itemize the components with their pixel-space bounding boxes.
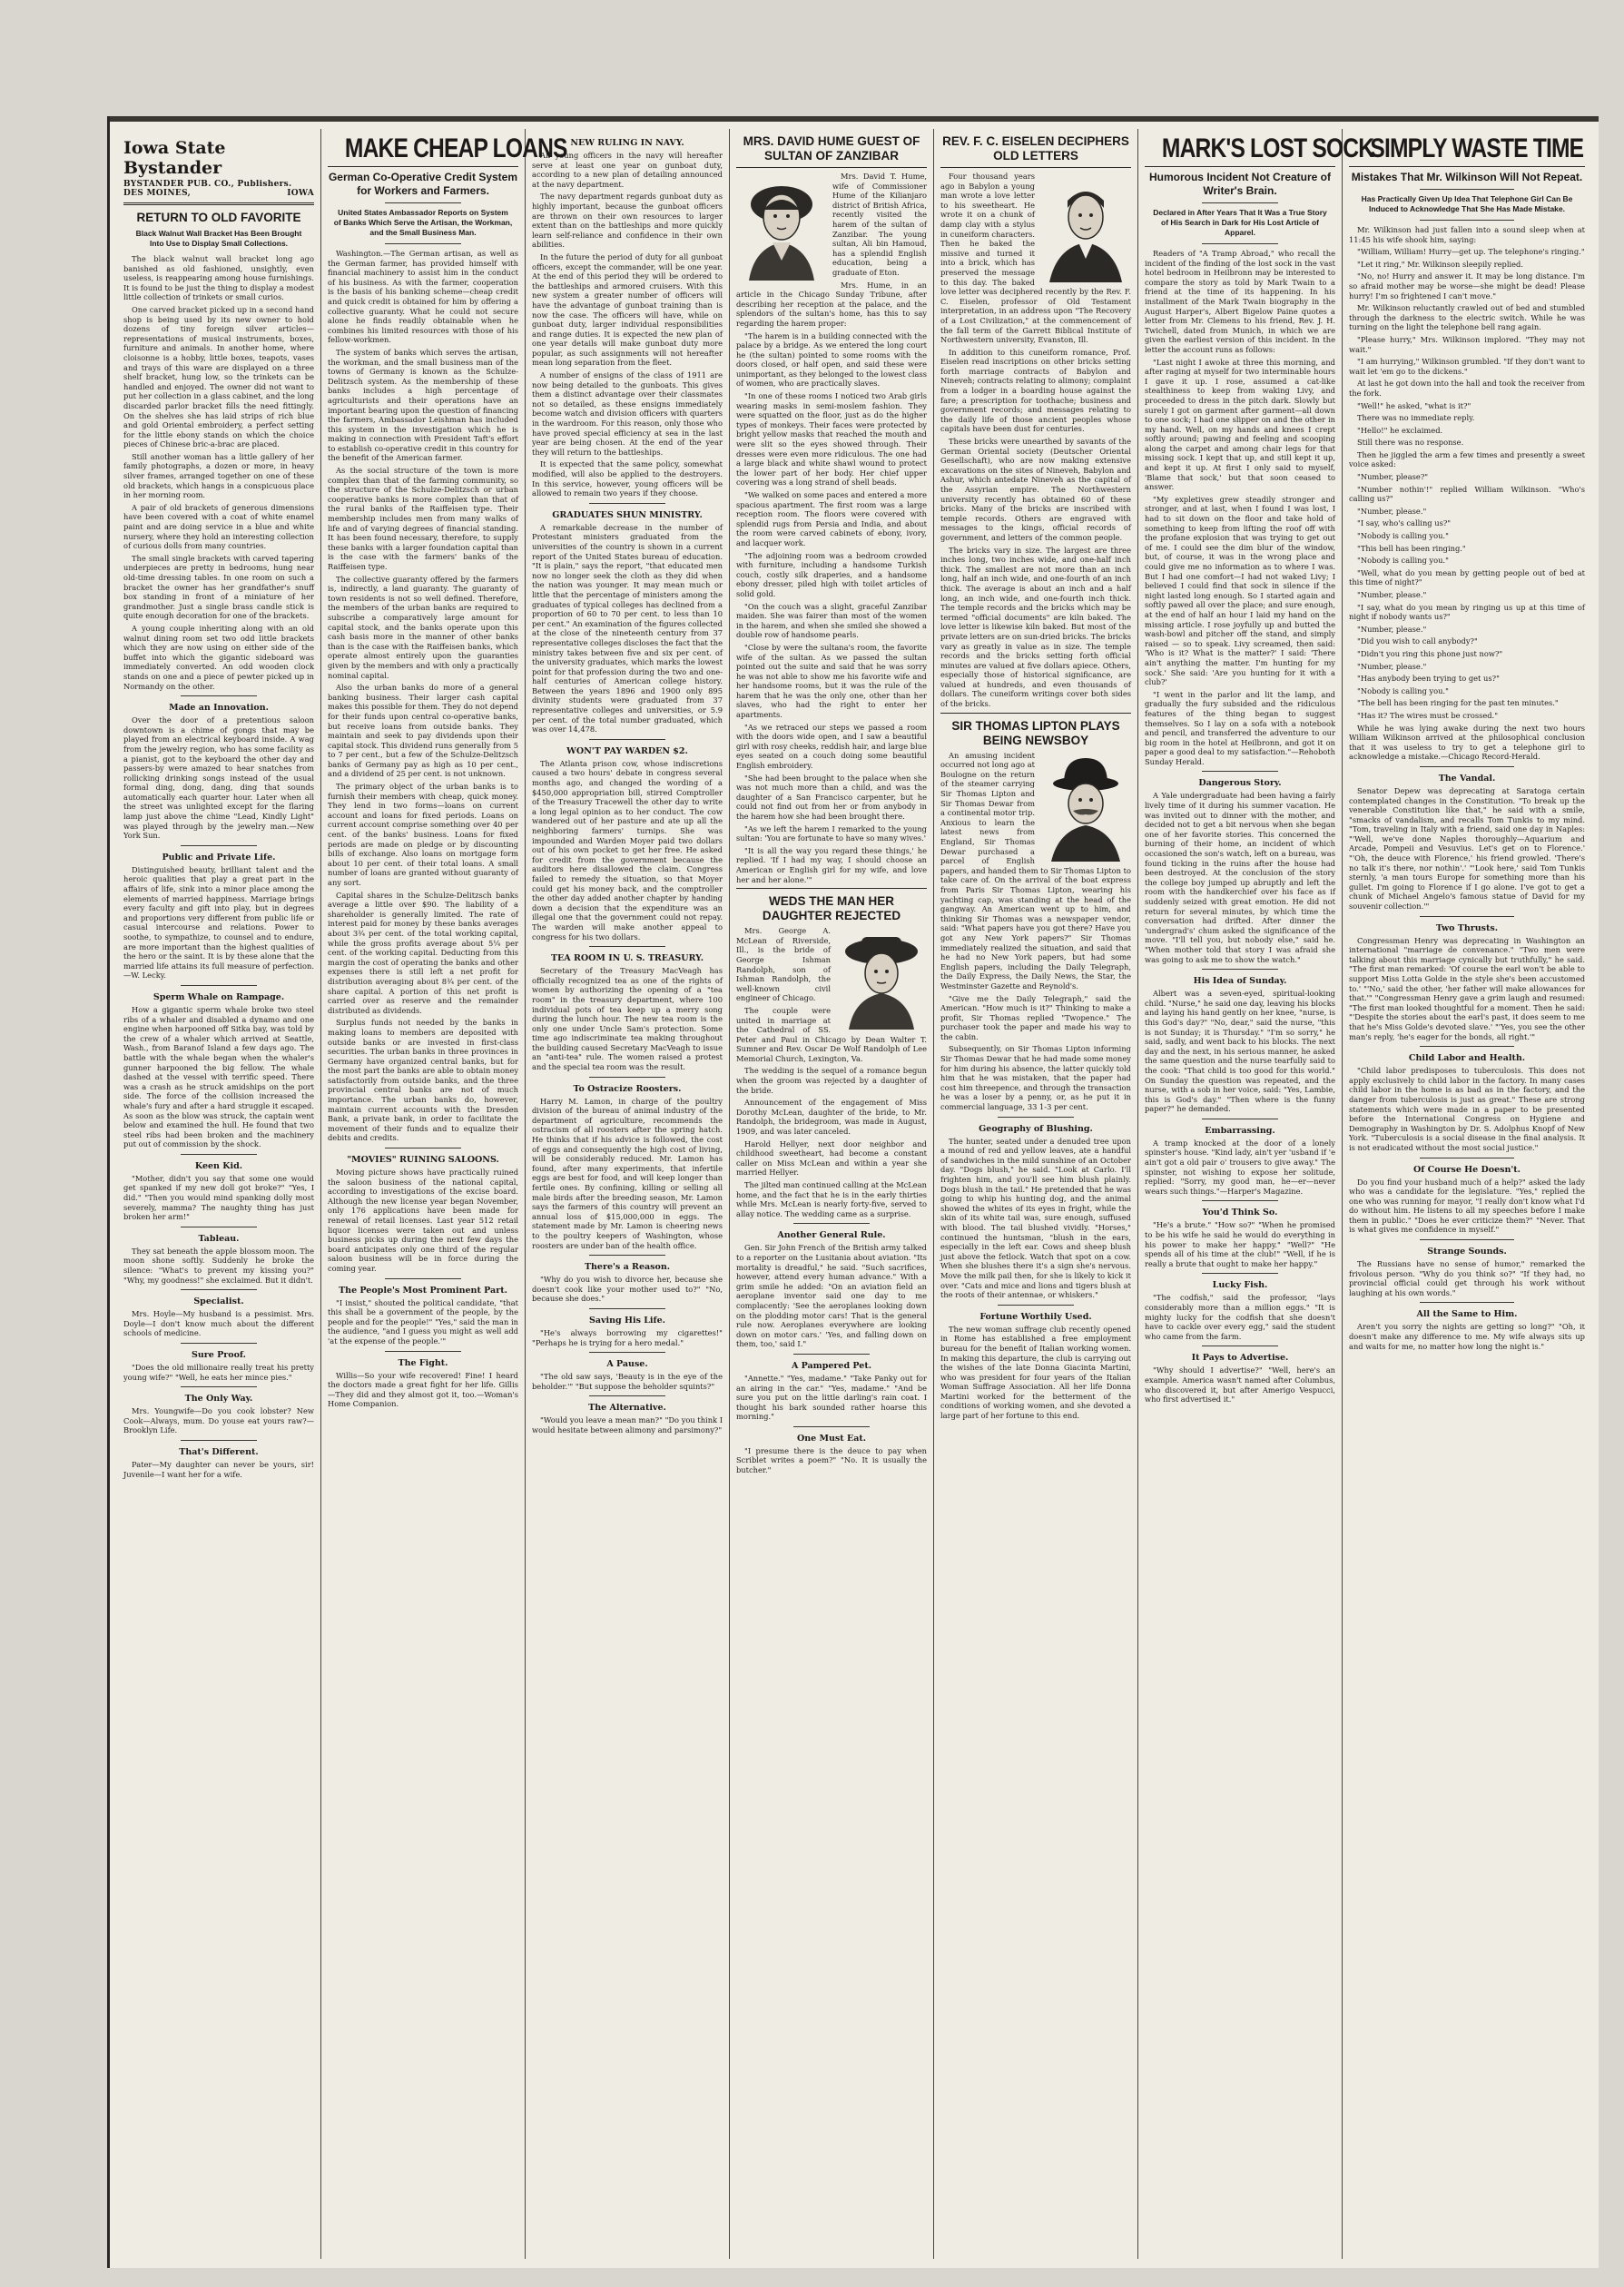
paragraph: It is expected that the same policy, somewhat modified, will also be applied to the destroyers. In this service, however, young officers will be allowed to remain two years if they choose. xyxy=(532,459,723,498)
paragraph: "I say, who's calling us?" xyxy=(1357,518,1452,528)
city-text: DES MOINES, xyxy=(123,189,192,198)
paragraph: Four thousand years ago in Babylon a young man wrote a love letter to his sweetheart. He wrote it on a chunk of damp clay with a stylus in cuneiform characters. Then he baked the missive and turned it into a brick, which has preserved the message to this day. The baked love letter was deciphered recently by the Rev. F. C. Eiselen, professor of Old Testament interpretation, in an address upon "The Recovery of a Lost Civilization," at the commencement of the fall term of the Garrett Biblical Institute of Northwestern university, Evanston, Ill. xyxy=(940,172,1131,345)
short-items xyxy=(940,1117,1131,1421)
divider xyxy=(181,1386,257,1387)
item-headline: You'd Think So. xyxy=(1202,1208,1278,1218)
paragraph: These bricks were unearthed by savants of the German Oriental society (Deutscher Oriental Gesellschaft), who are now making extensive excavations on the sites of Nineveh, Babylon and Ashur, which antedate Nineveh as the capital of the Assyrian empire. The Northwestern university recently has obtained 60 of these bricks. Many of the bricks are inscribed with temple records. Others are engraved with messages to the kings, official records of government, and letters of the common people. xyxy=(940,437,1131,542)
top-border xyxy=(110,116,1599,122)
item-text: They sat beneath the apple blossom moon. The moon shone softly. Suddenly he broke the silence: "What's to prevent my kissing you?" "Why, my goodness!" she exclaimed. But it didn't. xyxy=(123,1246,314,1285)
article-body xyxy=(1145,249,1335,766)
article-body xyxy=(1349,225,1585,762)
paragraph: "It is all the way you regard these things,' he replied. 'If I had my way, I should choose an American or English girl for my wife, and love her and her alone.'" xyxy=(736,845,927,884)
paragraph: "In one of these rooms I noticed two Arab girls wearing masks in semi-moslem fashion. They were squatted on the floor, just as do the higher types of monkeys. Their faces were protected by bright yellow masks that reached the mouth and were slit so the eyes showed through. Their dresses were even more ridiculous. The one had a large black and white shawl wound to protect the lower part of her body. Her chief upper covering was a long strand of shell beads. xyxy=(736,391,927,488)
divider xyxy=(1202,1200,1278,1201)
item-headline: One Must Eat. xyxy=(796,1433,867,1444)
divider xyxy=(1420,766,1514,767)
column-5 xyxy=(934,129,1138,2259)
column-3 xyxy=(526,129,730,2259)
item-headline: Dangerous Story. xyxy=(1198,778,1282,789)
item-headline: To Ostracize Roosters. xyxy=(573,1083,682,1094)
item-headline: TEA ROOM IN U. S. TREASURY. xyxy=(550,953,704,964)
short-items xyxy=(1145,771,1335,1404)
paragraph: "As we left the harem I remarked to the young sultan: 'You are fortunate to have so many wives.' xyxy=(736,823,927,843)
paragraph: "Number, please." xyxy=(1357,661,1427,671)
article-headline-2: SIR THOMAS LIPTON PLAYS BEING NEWSBOY xyxy=(951,718,1120,747)
divider xyxy=(1420,1239,1514,1240)
divider xyxy=(1420,916,1514,917)
column-6 xyxy=(1138,129,1374,2259)
item-headline: There's a Reason. xyxy=(584,1262,671,1273)
divider xyxy=(1420,189,1514,190)
item-headline: Sperm Whale on Rampage. xyxy=(153,991,285,1002)
item-headline: "MOVIES" RUINING SALOONS. xyxy=(347,1155,499,1166)
divider xyxy=(793,1354,870,1355)
paragraph: "Did you wish to call anybody?" xyxy=(1357,636,1478,646)
article-subhead: Humorous Incident Not Creature of Writer's Brain. xyxy=(1148,171,1331,197)
paragraph: "I say, what do you mean by ringing us up at this time of night if nobody wants us?" xyxy=(1349,602,1585,622)
paragraph: Mrs. George A. McLean of Riverside, Ill., is the bride of George Ishman Randolph, son of Ishman Randolph, the well-known civil engineer of Chicago. xyxy=(736,926,831,1003)
paragraph: "This bell has been ringing." xyxy=(1357,543,1466,553)
item-text: Harry M. Lamon, in charge of the poultry division of the bureau of animal industry of the department of agriculture, recommends the ostracism of all roosters after the spring hatch. He thinks that if his advice is followed, the cost of eggs and consequently the high cost of living, will be considerably reduced. Mr. Lamon has found, after many experiments, that infertile eggs are best for food, and will keep longer than fertile ones. By confining, killing or selling all male birds after the breeding season, Mr. Lamon says the farmers of this country will prevent an annual loss of $15,000,000 in eggs. The statement made by Mr. Lamon is cheering news to the poultry keepers of Washington, whose roosters are under ban of the health office. xyxy=(532,1096,723,1250)
woman-hat-portrait-icon xyxy=(836,928,927,1030)
paragraph: Mr. Wilkinson reluctantly crawled out of bed and stumbled through the darkness to the electric switch. While he was turning on the light the telephone bell rang again. xyxy=(1349,303,1585,332)
portrait-lipton xyxy=(1040,753,1131,862)
divider xyxy=(181,985,257,986)
paragraph: "Number nothin'!" replied William Wilkinson. "Who's calling us?" xyxy=(1349,484,1585,504)
article-headline: SIMPLY WASTE TIME xyxy=(1370,133,1584,163)
item-text: Congressman Henry was deprecating in Washington an international "marriage de convenance." "Two men were talking about this marriage cynically but truthfully," he said. "The first man remarked: 'Of course the earl won't be able to support Miss Lotta Golde in the style she's been accustomed to.' "'No,' said the other, 'her father will make allowances for that.'" "Congressman Henry gave a grim laugh and resumed: "The first man looked thoughtful for a moment. Then he said: "'Despite the stories about the earl's past, it does seem to me that he's Miss Golde's devoted slave.' "'Yes, you see the other man's reply, 'he's eager for the bonds, all right.'" xyxy=(1349,935,1585,1041)
item-text: "Mother, didn't you say that some one would get spanked if my new doll got broke?" "Yes, I did." "Then you would mind spanking dolly most severely, mamma? The naughty thing has just broken her arm!" xyxy=(123,1173,314,1222)
item-headline: The Vandal. xyxy=(1438,773,1496,784)
paragraph: There was no immediate reply. xyxy=(1357,413,1475,423)
item-headline: Keen Kid. xyxy=(194,1160,243,1171)
article-headline: MAKE CHEAP LOANS xyxy=(344,133,567,163)
item-text: Secretary of the Treasury MacVeagh has officially recognized tea as one of the rights of women by authorizing the opening of a "tea room" in the treasury department, where 100 individual pots of tea keep up a merry song during the lunch hour. The new tea room is the only one under Uncle Sam's protection. Some time ago indiscriminate tea making throughout the building caused Secretary MacVeagh to issue an "anti-tea" rule. The women raised a protest and the special tea room was the result. xyxy=(532,966,723,1072)
article-headline: RETURN TO OLD FAVORITE xyxy=(136,211,301,224)
paragraph: A pair of old brackets of generous dimensions have been covered with a coat of white enamel paint and are doing service in a blue and white nursery, where they hold an interesting collection of curious dolls from many countries. xyxy=(123,502,314,551)
paragraph: The collective guaranty offered by the farmers is, indirectly, a land guaranty. The guaranty of town residents is not so well defined. Therefore, the members of the urban banks are required to subscribe a comparatively large amount for capital stock, and the banks operate upon this cash basis more in the manner of other banks than is the case with the Raiffeisen banks, which operate almost entirely upon the guaranties given by the members and with only a practically nominal capital. xyxy=(328,574,518,680)
item-text: Distinguished beauty, brilliant talent and the heroic qualities that play a great part in the affairs of life, sink into a minor place among the elements of married happiness. Marriage brings every faculty and gift into play, but in degrees and proportions very different from public life or casual intercourse and relations. Power to soothe, to sympathize, to counsel and to endure, are more important than the highest qualities of the hero or the saint. It is by these alone that the married life attains its full measure of perfection.—W. Lecky. xyxy=(123,864,314,981)
item-headline: Embarrassing. xyxy=(1205,1125,1275,1136)
item-text: "He's always borrowing my cigarettes!" "Perhaps he is trying for a hero medal." xyxy=(532,1327,723,1347)
paragraph: "Nobody is calling you." xyxy=(1357,556,1449,566)
paragraph: At last he got down into the hall and took the receiver from the fork. xyxy=(1349,379,1585,398)
paragraph: In the future the period of duty for all gunboat officers, except the commander, will be one year. At the end of this period they will be ordered to the battleships and armored cruisers. With this new system a greater number of officers will have the advantage of gunboat training than is now the case. The officers will have, while on gunboat duty, larger individual responsibilities and range duties. It is expected the new plan of one year details will make gunboat duty more popular, as such assignments will not hereafter mean long separation from the fleet. xyxy=(532,251,723,368)
item-text: Moving picture shows have practically ruined the saloon business of the national capital, according to investigations of the excise board. Although the new license year began November, only 176 applications have been made for renewal of retail licenses. Last year 512 retail liquor licenses were taken out and unless business picks up during the next few days the board anticipates only one third of the regular saloon business will be in force during the coming year. xyxy=(328,1168,518,1273)
paragraph: "Has it? The wires must be crossed." xyxy=(1357,710,1499,720)
divider xyxy=(793,1426,870,1427)
publisher-text: BYSTANDER PUB. CO., Publishers. xyxy=(123,180,292,189)
item-text: A remarkable decrease in the number of Protestant ministers graduated from the universities of the country is shown in a current report of the United States bureau of education. "It is plain," says the report, "that educated men now no longer seek the cloth as they did when the nation was younger. It may mean much or little that the percentage of ministers among the graduates of typical colleges has declined from a proportion of 60 to 70 per cent. to less than 10 per cent." An examination of the figures collected at the close of the nineteenth century from 37 representative colleges discloses the fact that the ministry takes between five and six per cent. of the university graduates, which marks the lowest point for that profession during the two and one-half centuries of American college history. Between the years 1896 and 1900 only 895 divinity students were graduated from 37 representative colleges and universities, or 5.9 per cent. of the total number graduated, which was over 14,478. xyxy=(532,522,723,734)
paragraph: The system of banks which serves the artisan, the workman, and the small business man of the towns of Germany is known as the Schulze-Delitzsch system. As the membership of these banks includes a high percentage of agriculturists and their operations have an important bearing upon the question of financing the farmers, Ambassador Leishman has included this system in the investigation which he is making in connection with President Taft's effort to establish co-operative credit in this country for the benefit of the American farmer. xyxy=(328,347,518,463)
divider xyxy=(589,1308,665,1309)
item-text: The Russians have no sense of humor," remarked the frivolous person. "Why do you think so?" "If they had, no provincial official could get through his work without laughing at his own words." xyxy=(1349,1259,1585,1297)
article-subhead: German Co-Operative Credit System for Workers and Farmers. xyxy=(328,171,518,197)
article-headline: MARK'S LOST SOCK xyxy=(1161,133,1374,163)
headline-rule xyxy=(1145,166,1335,167)
man-portrait-icon xyxy=(1040,173,1131,282)
paragraph: "The adjoining room was a bedroom crowded with furniture, including a handsome Turkish couch, costly silk draperies, and a handsome ebony dresser, piled high with toilet articles of solid gold. xyxy=(736,550,927,598)
item-headline: Lucky Fish. xyxy=(1212,1280,1268,1291)
article-rule xyxy=(736,888,927,889)
divider xyxy=(1202,243,1278,244)
item-headline: A Pampered Pet. xyxy=(791,1360,872,1371)
paragraph: "Number, please." xyxy=(1357,624,1427,634)
short-items xyxy=(328,1148,518,1409)
item-headline: The Only Way. xyxy=(184,1394,253,1405)
paragraph: Mrs. Hume, in an article in the Chicago Sunday Tribune, after describing her reception at the palace, and the splendors of the sultan's home, has this to say regarding the harem proper: xyxy=(736,280,927,328)
item-headline: Another General Rule. xyxy=(777,1230,886,1241)
short-items xyxy=(1349,766,1585,1351)
item-text: "Why should I advertise?" "Well, here's an example. America wasn't named after Columbus, who discovered it, but after Amerigo Vespucci, who first advertised it." xyxy=(1145,1365,1335,1405)
short-items xyxy=(736,1223,927,1474)
item-headline: Fortune Worthily Used. xyxy=(979,1311,1092,1322)
column-grid xyxy=(117,129,1591,2259)
divider xyxy=(1420,1046,1514,1047)
divider xyxy=(181,1343,257,1344)
divider xyxy=(181,1154,257,1155)
item-headline: Strange Sounds. xyxy=(1427,1247,1507,1257)
paragraph: "My expletives grew steadily stronger and stronger, and at last, when I found I was lost, I had to sit down on the floor and take hold of something to keep from lifting the roof off with the profane explosion that was trying to get out of me. I could see the dim blur of the window, but, of course, it was in the wrong place and could give me no information as to where I was. But I had one comfort—I had not waked Livy; I believed I could find that sock in silence if the night lasted long enough. So I started again and softly pawed all over the place; and sure enough, at the end of half an hour I laid my hand on the missing article. I rose joyfully up and butted the wash-bowl and pitcher off the stand, and simply raised — so to speak. Livy screamed, then said: 'Who is it? What is the matter?' I said: 'There ain't anything the matter. I'm hunting for my sock.' She said: 'Are you hunting for it with a club?' xyxy=(1145,494,1335,687)
paragraph: "I went in the parlor and lit the lamp, and gradually the fury subsided and the ridiculous features of the thing began to suggest themselves. So I lay on a sofa with a notebook and pencil, and transferred the adventure to our big room in the hotel at Heilbronn, and got it on paper a good deal to my satisfaction."—Rehoboth Sunday Herald. xyxy=(1145,689,1335,766)
item-text: The new woman suffrage club recently opened in Rome has established a free employment bureau for the benefit of Italian working women. In making this departure, the club is carrying out the wishes of the late Donna Giacinta Martini, who was president for four years of the Italian Woman Suffrage Association. All her life Donna Martini worked for the betterment of the conditions of working women, and she devoted a large part of her fortune to this end. xyxy=(940,1324,1131,1421)
divider xyxy=(181,1440,257,1441)
item-text: Over the door of a pretentious saloon downtown is a chime of gongs that may be played from an electrical keyboard inside. A wag from the jewelry region, who has some facility as a pianist, got to the keyboard the other day and passers-by were amazed to hear snatches from rollicking drinking songs instead of the usual formal ding, dong, dang, ding that sounds automatically each quarter hour. Later when all the street was unlighted except for the flaring lamp just above the chime "Lead, Kindly Light" was played through by the jewelry man.—New York Sun. xyxy=(123,715,314,841)
portrait-mrs-mclean xyxy=(836,928,927,1030)
paragraph: "Number, please." xyxy=(1357,590,1427,599)
paragraph: "Well, what do you mean by getting people out of bed at this time of night?" xyxy=(1349,567,1585,587)
divider xyxy=(1420,220,1514,221)
paragraph: As the social structure of the town is more complex than that of the farming community, so the structure of the Schulze-Delitzsch or urban cooperative banks is more complex than that of the rural banks of the Raiffeisen type. Their membership includes men from many walks of life and of varying degrees of financial standing. It has been found necessary, therefore, to supply these banks with a larger foundation capital than is the case with the farmers' banks of the Raiffeisen type. xyxy=(328,466,518,571)
paragraph: "Please hurry," Mrs. Wilkinson implored. "They may not wait." xyxy=(1349,334,1585,354)
paragraph: "Close by were the sultana's room, the favorite wife of the sultan. As we passed the sultan pointed out the suite and said that he was sorry he was not able to show me his favorite wife and her handsome rooms, but it was the rule of the harem that he was the only one, other than her slaves, who had the right to enter her apartments. xyxy=(736,642,927,720)
masthead-title: Iowa State Bystander xyxy=(123,138,226,178)
masthead-rule xyxy=(123,202,314,205)
divider xyxy=(385,1278,461,1279)
item-text: "Would you leave a mean man?" "Do you think I would hesitate between alimony and parsimony?" xyxy=(532,1415,723,1434)
paragraph: While he was lying awake during the next two hours William Wilkinson arrived at the philosophical conclusion that it was useless to try to get a telephone girl to acknowledge a mistake.—Chicago Record-Herald. xyxy=(1349,723,1585,762)
item-text: Mrs. Hoyle—My husband is a pessimist. Mrs. Doyle—I don't know much about the different schools of medicine. xyxy=(123,1309,314,1338)
paragraph: A young couple inheriting along with an old walnut dining room set two odd little brackets which they are now using on either side of the buffet into which the gigantic sideboard was immediately converted. An odd wooden clock stands on one and a piece of pewter picked up in Normandy on the other. xyxy=(123,623,314,691)
portrait-mrs-hume xyxy=(736,173,827,281)
divider xyxy=(589,1352,665,1353)
paragraph: "The harem is in a building connected with the palace by a bridge. As we entered the long court he (the sultan) pointed to some rooms with the doors closed, or half open, and said these were unimportant, as they belonged to the lowest class of women, who are practically slaves. xyxy=(736,330,927,389)
paragraph: Also the urban banks do more of a general banking business. Their larger cash capital makes this possible for them. They do not depend for their funds upon central co-operative banks, but receive loans from outside banks. They maintain and seek to pay dividends upon their capital stock. This dividend runs generally from 5 to 7 per cent., but a few of the Schulze-Delitzsch banks of Germany pay as high as 10 per cent., and a dividend of 25 per cent. is not unknown. xyxy=(328,683,518,779)
item-headline: All the Same to Him. xyxy=(1416,1309,1518,1320)
column-2 xyxy=(321,129,567,2259)
divider xyxy=(1202,202,1278,203)
paragraph: "Didn't you ring this phone just now?" xyxy=(1357,648,1503,658)
item-headline: Two Thrusts. xyxy=(1435,922,1499,933)
column-7 xyxy=(1343,129,1591,2259)
headline-rule xyxy=(1349,166,1585,167)
paragraph: Harold Hellyer, next door neighbor and childhood sweetheart, had become a constant caller on Miss McLean and within a year she married Hellyer. xyxy=(736,1139,927,1178)
divider xyxy=(589,1395,665,1396)
headline-rule xyxy=(736,167,927,168)
divider xyxy=(181,1289,257,1290)
paragraph: The jilted man continued calling at the McLean home, and the fact that he is in the early thirties while Mrs. McLean is nearly forty-five, served to allay notice. The wedding came as a surprise. xyxy=(736,1180,927,1218)
article-body xyxy=(123,254,314,691)
headline-rule xyxy=(328,166,518,167)
paragraph: Announcement of the engagement of Miss Dorothy McLean, daughter of the bride, to Mr. Randolph, the bridegroom, was made in August, 1909, and was later canceled. xyxy=(736,1098,927,1137)
paragraph: The bricks vary in size. The largest are three inches long, two inches wide, and one-half inch thick. The smallest are not more than an inch long, half an inch wide, and one-fourth of an inch thick. The average is about an inch and a half long, an inch wide, and one-fourth inch thick. The temple records and the bricks which may be termed "official documents" are kiln baked. The love letter is likewise kiln baked. But most of the private letters are on sun-dried bricks. The bricks vary as greatly in value as in size. The temple records and the bricks setting forth official minutes are valued at five dollars apiece. Others, especially those of historical significance, are valued at hundreds, and even thousands of dollars. The cuneiform writings cover both sides of the bricks. xyxy=(940,545,1131,709)
paragraph: "Hello!" he exclaimed. xyxy=(1357,425,1443,435)
paragraph: Readers of "A Tramp Abroad," who recall the incident of the finding of the lost sock in the vast hotel bedroom in Heilbronn may be interested to compare the story as told by Mark Twain to a friend at the time of its happening. In his installment of the Mark Twain biography in the August Harper's, Albert Bigelow Paine quotes a letter from Mr. Clemens to his friend, Rev. J. H. Twichell, dated from Munich, in which we are given the earliest version of this incident. In the letter the account runs as follows: xyxy=(1145,249,1335,354)
divider xyxy=(181,845,257,846)
divider xyxy=(998,1305,1074,1306)
item-text: "Child labor predisposes to tuberculosis. This does not apply exclusively to child labor in the factory. In many cases child labor in the home is as bad as in the factory, and the danger from tuberculosis is just as great." These are strong statements which were made in a paper to be presented before the International Congress on Hygiene and Demography in Washington by Dr. S. Adolphus Knopf of New York. "Tuberculosis is a social disease in the final analysis. It is not eradicated without the most social justice." xyxy=(1349,1066,1585,1152)
item-headline: A Pause. xyxy=(606,1359,648,1370)
article-headline: NEW RULING IN NAVY. xyxy=(570,138,684,148)
paragraph: Capital shares in the Schulze-Delitzsch banks average a little over $90. The liability of a shareholder is generally limited. The rate of interest paid for money by these banks averages about 3¾ per cent. of the total working capital, while the gross profits average about 5¼ per cent. of the working capital. Deducting from this margin the cost of operating the banks and other expenses there is still left a net profit for distribution averaging about 8¾ per cent. of the share capital. A portion of this net profit is carried over as reserve and the remainder distributed as dividends. xyxy=(328,890,518,1015)
divider xyxy=(1202,1273,1278,1274)
paragraph: "Has anybody been trying to get us?" xyxy=(1357,674,1500,684)
item-text: A Yale undergraduate had been having a fairly lively time of it during his summer vacation. He was invited out to dinner with the mother, and decided not to get a bit nervous when she began one of her favorite stories. This concerned the burning of their home, an incident of which occasioned the son's watch, left on a bureau, was found ticking in the ruins after the house had been destroyed. At the conclusion of the story the college boy jumped up abruptly and left the room with the handkerchief over his face as if suddenly seized with great emotion. He did not return for several minutes, by which time the conversation had drifted. After dinner the 'undergrad's' chum asked the significance of the move. "I'll tell you, but nobody else," said he. "When mother told that story I was afraid she was going to ask me to show the watch." xyxy=(1145,791,1335,964)
short-items xyxy=(532,503,723,1435)
item-text: "Annette." "Yes, madame." "Take Panky out for an airing in the car." "Yes, madame." "And be sure you put on the little darling's rain coat. I thought his bark sounded rather hoarse this morning." xyxy=(736,1373,927,1422)
divider xyxy=(589,739,665,740)
masthead-location xyxy=(123,189,314,198)
item-headline: GRADUATES SHUN MINISTRY. xyxy=(552,509,703,520)
item-text: Senator Depew was deprecating at Saratoga certain contemplated changes in the Constitution. "To break up the venerable Constitution like that," he said with a smile, "smacks of vandalism, and recalls Tom Tunkis to my mind. "Tom, traveling in Italy with a friend, said one day in Naples: "'Well, we've done Naples thoroughly—Aquarium and Arcade, Pompeii and Vesuvius. Let's get on to Florence.' "'Oh, the deuce with Florence,' his friend growled. 'There's no talk it's there, nor nothin'.' "'Look here,' said Tom Tunkis sternly, 'a man tours Europe for something more than his gullet. I'm going to Florence if I go alone. I've got to get a chunk of Michael Angelo's famous statue of David for my souvenir collection.'" xyxy=(1349,785,1585,912)
item-headline: Made an Innovation. xyxy=(169,703,269,714)
divider xyxy=(1202,771,1278,772)
paragraph: Washington.—The German artisan, as well as the German farmer, has provided himself with financial machinery to assist him in the conduct of his business. As with the farmer, cooperation is the basis of his banking scheme—cheap credit and quick credit is obtained for him by offering a collective guaranty. What he could not secure alone he finds readily obtainable when he combines his limited resources with those of his fellow-workmen. xyxy=(328,249,518,345)
item-text: "I presume there is the deuce to pay when Scriblet writes a poem?" "No. It is usually the butcher." xyxy=(736,1445,927,1475)
item-headline: Geography of Blushing. xyxy=(979,1123,1093,1134)
item-text: "Why do you wish to divorce her, because she doesn't cook like your mother used to?" "No, because she does." xyxy=(532,1275,723,1304)
divider xyxy=(385,1351,461,1352)
paragraph: The wedding is the sequel of a romance begun when the groom was rejected by a daughter of the bride. xyxy=(736,1066,927,1095)
divider xyxy=(589,1255,665,1256)
item-text: Willis—So your wife recovered! Fine! I heard the doctors made a great fight for her life. Gillis—They did and they almost got it, too.—Woman's Home Companion. xyxy=(328,1370,518,1409)
item-text: Aren't you sorry the nights are getting so long?" "Oh, it doesn't make any difference to me. My wife always sits up and waits for me, no matter how long the night is." xyxy=(1349,1322,1585,1351)
item-headline: Sure Proof. xyxy=(191,1350,246,1360)
paragraph: The couple were united in marriage at the Cathedral of SS. Peter and Paul in Chicago by Dean Walter T. Sumner and Rev. Oscar De Wolf Randolph of Lee Memorial Church, Lexington, Va. xyxy=(736,1005,927,1063)
item-headline: The Alternative. xyxy=(588,1403,666,1414)
item-text: Do you find your husband much of a help?" asked the lady who was a candidate for the legislature. "Yes," replied the one who was running for mayor, "I really don't know what I'd do without him. He listens to all my speeches before I make them in public." "Does he ever criticize them?" "Never. That is what gives me confidence in myself." xyxy=(1349,1177,1585,1235)
article-rule xyxy=(940,713,1131,714)
item-headline: The Fight. xyxy=(398,1357,448,1368)
paragraph: One carved bracket picked up in a second hand shop is being used by its new owner to hold dozens of tiny foreign silver articles—representations of musical instruments, boxes, furniture and animals. In another home, where cloisonne is a hobby, little boxes, teapots, vases and trays of this ware are displayed on a three shelf bracket, hung low, so the trinkets can be handled and enjoyed. The owner did not want to put her collection in a glass cabinet, and the long discarded parlor bracket fills the need fittingly. On the shelves she has laid strips of rich blue and gold Oriental embroidery, a perfect setting for the little ebony stands on which the choice pieces of Chinese bric-a-brac are placed. xyxy=(123,304,314,449)
paragraph: A number of ensigns of the class of 1911 are now being detailed to the gunboats. This gives them a distinct advantage over their classmates not so detailed, as these ensigns immediately become watch and division officers with quarters in the wardroom. For this reason, only those who have proved special efficiency at sea in the last year are being chosen. At the end of the year they will return to the battleships. xyxy=(532,370,723,457)
paragraph: "We walked on some paces and entered a more spacious apartment. The first room was a large reception room. The floors were covered with splendid rugs from Persia and India, and about the room were carved cabinets of ebony, ivory, and lacquer work. xyxy=(736,490,927,547)
column-1 xyxy=(117,129,321,2259)
divider xyxy=(1420,1302,1514,1303)
masthead-publisher xyxy=(123,180,314,189)
paragraph: Mrs. David T. Hume, wife of Commissioner Hume of the Kilianjaro district of British Africa, recently visited the harem of the sultan of Zanzibar. The young sultan, Ali bin Hamoud, has a splendid English education, being a graduate of Eton. xyxy=(832,172,927,277)
item-text: Gen. Sir John French of the British army talked to a reporter on the Lusitania about aviation. "Its mortality is dreadful," he said. "Such sacrifices, however, attend every human advance." With a grim smile he added: "On an aviation field an aeroplane inventor said one day to me complacently: 'See the aeroplanes looking down on the plodding motor cars! That is the general rule now. Aeroplanes everywhere are looking down on motor cars.' 'Yes, and falling down on them, too,' said I." xyxy=(736,1243,927,1349)
paragraph: "Nobody is calling you." xyxy=(1357,531,1449,541)
article-subhead: Mistakes That Mr. Wilkinson Will Not Repeat. xyxy=(1351,171,1583,183)
woman-portrait-icon xyxy=(736,173,827,281)
paragraph: "Give me the Daily Telegraph," said the American. "How much is it?" Thinking to make a profit, Sir Thomas replied "Twopence." The purchaser took the paper and made his way to the cabin. xyxy=(940,993,1131,1041)
divider xyxy=(589,946,665,947)
article-body xyxy=(328,249,518,1143)
divider xyxy=(589,1077,665,1078)
paragraph: "Number, please?" xyxy=(1357,472,1429,482)
item-text: How a gigantic sperm whale broke two steel ribs of a whaler and disabled a dynamo and one engine when harpooned off Sitka bay, was told by the crew of a whaler which arrived at Seattle, Wash., from Baranof Island a few days ago. The battle with the whale began when the whaler's gunner harpooned the big fellow. The whale dashed at the vessel with terrific speed. There was a crash as he struck amidships on the port side. The force of the collision increased the whale's fury and after a hard struggle it escaped. As soon as the blow was struck, the captain went below and examined the hull. He found that two steel ribs had been broken and the machinery put out of commission by the shock. xyxy=(123,1004,314,1149)
headline-rule xyxy=(940,167,1131,168)
article-deck: Has Practically Given Up Idea That Telephone Girl Can Be Induced to Acknowledge That She Has Made Mistake. xyxy=(1361,194,1573,213)
divider xyxy=(1202,969,1278,970)
paragraph: An amusing incident occurred not long ago at Boulogne on the return of the steamer carrying Sir Thomas Lipton and Sir Thomas Dewar from a continental motor trip. Anxious to learn the latest news from England, Sir Thomas Dewar purchased a parcel of English papers, and handed them to Sir Thomas Lipton to take care of. On the arrival of the boat express from Paris Sir Thomas Lipton, wearing his yachting cap, was standing at the head of the gangway. An American went up to him, and thinking Sir Thomas was a newspaper vendor, said: "What papers have you got there? Have you got any New York papers?" Sir Thomas immediately realized the situation, and said that he had no New York papers, but had some English papers, including the Daily Telegraph, the Daily Express, the Daily News, the Star, the Westminster Gazette and Reynold's. xyxy=(940,750,1131,991)
paragraph: "As we retraced our steps we passed a room with the doors wide open, and I saw a beautiful girl with rosy cheeks, reddish hair, and large blue eyes seated on a couch doing some beautiful English embroidery. xyxy=(736,722,927,771)
article-headline: MRS. DAVID HUME GUEST OF SULTAN OF ZANZIBAR xyxy=(743,134,920,163)
item-headline: Specialist. xyxy=(193,1296,244,1307)
paragraph: "Well!" he asked, "what is it?" xyxy=(1357,400,1471,410)
divider xyxy=(589,503,665,504)
item-headline: The People's Most Prominent Part. xyxy=(339,1285,507,1296)
short-items xyxy=(123,695,314,1479)
item-text: A tramp knocked at the door of a lonely spinster's house. "Kind lady, ain't yer 'usband if 'e ain't got a old pair o' trousers to give away." The spinster, not wishing to expose her solitude, replied: "Sorry, my good man, he—er—never wears such things."—Harper's Magazine. xyxy=(1145,1138,1335,1196)
paragraph: The primary object of the urban banks is to furnish their members with cheap, quick money. They lend in two forms—loans on current account and loans for fixed periods. Loans on current account comprise something over 40 per cent. of the banks' business. Loans for fixed periods are made on pledge or by discounting bills of exchange. Also loans on mortgage form about 10 per cent. of their total loans. A small number of loans are granted without guaranty of any sort. xyxy=(328,782,518,887)
column-4 xyxy=(730,129,934,2259)
paragraph: "The bell has been ringing for the past ten minutes." xyxy=(1357,698,1559,708)
paragraph: In addition to this cuneiform romance, Prof. Eiselen read inscriptions on other bricks setting forth marriage contracts of Babylon and Nineveh; contracts relating to alimony; complaint from a lodger in a boarding house against the fare; a prescription for toothache; business and government records; and messages relating to the daily life of those ancient peoples whose capitals have been dust for centuries. xyxy=(940,347,1131,434)
item-text: "Does the old millionaire really treat his pretty young wife?" "Well, he eats her mince pies." xyxy=(123,1363,314,1382)
item-text: Mrs. Youngwife—Do you cook lobster? New Cook—Always, mum. Do youse eat yours raw?—Brooklyn Life. xyxy=(123,1406,314,1435)
item-text: Pater—My daughter can never be yours, sir! Juvenile—I want her for a wife. xyxy=(123,1459,314,1479)
item-text: "I insist," shouted the political candidate, "that this shall be a government of the people, by the people and for the people!" "Yes," said the man in the audience, "and I guess you might as well add 'at the expense of the people.'" xyxy=(328,1297,518,1346)
paragraph: All young officers in the navy will hereafter serve at least one year on gunboat duty, according to a new plan of detailing announced at the navy department. xyxy=(532,151,723,189)
article-deck: Declared in After Years That It Was a True Story of His Search in Dark for His Lost Article of Apparel. xyxy=(1153,208,1327,237)
item-headline: That's Different. xyxy=(179,1446,259,1457)
item-headline: It Pays to Advertise. xyxy=(1191,1353,1289,1364)
item-text: "The codfish," said the professor, "lays considerably more than a million eggs." "It is mighty lucky for the codfish that she doesn't have to cackle over every egg," said the student who came from the farm. xyxy=(1145,1293,1335,1341)
paragraph: Then he jiggled the arm a few times and presently a sweet voice asked: xyxy=(1349,449,1585,469)
paragraph: Mr. Wilkinson had just fallen into a sound sleep when at 11:45 his wife shook him, saying: xyxy=(1349,225,1585,244)
divider xyxy=(793,1223,870,1224)
article-body xyxy=(532,151,723,498)
article-deck: United States Ambassador Reports on System of Banks Which Serve the Artisan, the Workman, and the Small Business Man. xyxy=(333,208,513,237)
divider xyxy=(181,695,257,696)
item-text: Albert was a seven-eyed, spiritual-looking child. "Nurse," he said one day, leaving his blocks and laying his hand gently on her knee, "nurse, is this God's day?" "No, dear," said the nurse, "this is not Sunday; it is Thursday." "I'm so sorry," he said, sadly, and went back to his blocks. The next day and the next, in his serious manner, he asked the same question and the nurse tearfully said to the cook: "That child is too good for this world." On Sunday the question was repeated, and the nurse, with a sob in her voice, said: "Yes, Lambie, this is God's day." "Then where is the funny paper?" he demanded. xyxy=(1145,989,1335,1114)
article-headline-2: WEDS THE MAN HER DAUGHTER REJECTED xyxy=(762,894,901,923)
paragraph: "William, William! Hurry—get up. The telephone's ringing." xyxy=(1357,247,1585,257)
item-text: The Atlanta prison cow, whose indiscretions caused a two hours' debate in congress several months ago, and changed the wording of a $450,000 appropriation bill, stirred Comptroller of the Treasury Tracewell the other day to write a long legal opinion as to her conduct. The cow wandered out of her pasture and ate up all the neighboring farmers' turnips. She was impounded and Warden Moyer paid two dollars out of his own pocket to get her free. He asked for credit from the government because the auditors here disallowed the claim. Congress failed to remedy the situation, so that Moyer could get his money back, and the comptroller the other day added another chapter by handing down a decision that the expenditure was an illegal one that the government could not repay. The warden will make another appeal to congress for his two dollars. xyxy=(532,758,723,941)
paragraph: The navy department regards gunboat duty as highly important, because the gunboat officers are thrown on their own resources to larger extent than on the battleships and more quickly learn self-reliance and confidence in their own abilities. xyxy=(532,192,723,250)
item-text: "He's a brute." "How so?" "When he promised to be his wife he said he would do everything in his power to make her happy." "Well?" "He spends all of his time at the club!" "Well, if he is really a brute that ought to make her happy." xyxy=(1145,1220,1335,1268)
paragraph: "No, no! Hurry and answer it. It may be long distance. I'm so afraid mother may be worse—she might be dead! Please hurry! I'm so frightened I can't move." xyxy=(1349,271,1585,301)
item-text: The hunter, seated under a denuded tree upon a mound of red and yellow leaves, ate a handful of sandwiches in the mild sunshine of an October day. "Dogs blush," he said. "Look at Carlo. I'll frighten him, and you'll see him blush plainly. Dogs blush in the tail." He pretended that he was going to whip his hunting dog, and the animal showed the whites of its eyes in fright, while the skin of its white tail was, sure enough, suffused with blood. The tail blushed vividly. "Horses," continued the huntsman, "blush in the ears, especially in the left ear. Cows and sheep blush just above the fetlock. Watch that spot on a cow. When she blushes there it's a sign she's nervous. Move the milk pail then, for she is likely to kick it over. "Cats and mice and lions and tigers blush at the roots of their antennae, or whiskers." xyxy=(940,1136,1131,1300)
divider xyxy=(998,1117,1074,1118)
portrait-eiselen xyxy=(1040,173,1131,282)
item-headline: WON'T PAY WARDEN $2. xyxy=(566,745,688,756)
paragraph: Still there was no response. xyxy=(1357,438,1464,448)
paragraph: "Let it ring," Mr. Wilkinson sleepily replied. xyxy=(1357,259,1523,269)
item-headline: Public and Private Life. xyxy=(162,852,276,863)
man-bowler-hat-icon xyxy=(1040,753,1131,862)
item-headline: Of Course He Doesn't. xyxy=(1413,1164,1521,1175)
paragraph: "Last night I awoke at three this morning, and after raging at myself for two interminable hours I gave it up. I rose, assumed a cat-like stealthiness to keep from waking Livy, and proceeded to dress in the pitch dark. Slowly but surely I got on garment after garment—all down to one sock; I had one slipper on and the other in my hand. Well, on my hands and knees I crept softly around; pawing and feeling and scooping along the carpet and among chair legs for that missing sock. I kept that up, and still kept it up, and kept it up. At first I only said to myself, 'Blame that sock,' but that soon ceased to answer. xyxy=(1145,357,1335,492)
paragraph: "On the couch was a slight, graceful Zanzibar maiden. She was fairer than most of the women in the harem, and when she smiled she showed a double row of handsome pearls. xyxy=(736,601,927,640)
paragraph: The small single brackets with carved tapering underpieces are pretty in bedrooms, hung near old-time dressing tables. In one room on such a bracket the owner has her grandfather's snuff box standing in front of a miniature of her grandmother. Just a single brass candle stick is quite enough decoration for one of the brackets. xyxy=(123,553,314,621)
divider xyxy=(385,243,461,244)
paragraph: The black walnut wall bracket long ago banished as old fashioned, unsightly, even useless, is reappearing among house furnishings. It is found to be just the thing to display a modest little collection of trinkets or small curios. xyxy=(123,254,315,302)
item-text: "The old saw says, 'Beauty is in the eye of the beholder.'" "But suppose the beholder squints?" xyxy=(532,1372,723,1391)
paragraph: "Number, please." xyxy=(1357,506,1427,516)
paragraph: Still another woman has a little gallery of her family photographs, a dozen or more, in heavy silver frames, arranged together on one of these old brackets, which hangs in a conspicuous place in her morning room. xyxy=(123,451,314,500)
item-headline: His Idea of Sunday. xyxy=(1193,976,1287,987)
item-headline: Child Labor and Health. xyxy=(1408,1053,1526,1064)
state-text: IOWA xyxy=(287,189,314,198)
paragraph: "She had been brought to the palace when she was not much more than a child, and was the daughter of a San Francisco carpenter, but he could not find out from her or from anybody in the harem how she had been brought there. xyxy=(736,773,927,821)
paragraph: "Nobody is calling you." xyxy=(1357,685,1449,695)
article-headline: REV. F. C. EISELEN DECIPHERS OLD LETTERS xyxy=(942,134,1129,163)
item-headline: Saving His Life. xyxy=(589,1315,665,1326)
paragraph: "I am hurrying," Wilkinson grumbled. "If they don't want to wait let 'em go to the dickens." xyxy=(1349,357,1585,376)
item-headline: Tableau. xyxy=(198,1233,240,1244)
paragraph: Subsequently, on Sir Thomas Lipton informing Sir Thomas Dewar that he had made some money for him during his absence, the latter quickly told him that he was mistaken, that the paper had cost him threepence, and through the transaction he was a loser by a penny, or, as he put it in commercial language, 33 1-3 per cent. xyxy=(940,1044,1131,1112)
newspaper-page xyxy=(107,116,1599,2268)
article-deck: Black Walnut Wall Bracket Has Been Brought Into Use to Display Small Collections. xyxy=(135,229,302,248)
divider xyxy=(385,202,461,203)
paragraph: Surplus funds not needed by the banks in making loans to members are deposited with outside banks or are invested in first-class securities. The urban banks in three provinces in Germany have organized central banks, but for the most part the banks are able to obtain money satisfactorily from outside banks, and the three provincial central banks are not of much importance. The urban banks do, however, maintain current accounts with the Dresden Bank, a private bank, in order to facilitate the movement of their funds and to equalize their debits and credits. xyxy=(328,1018,518,1143)
